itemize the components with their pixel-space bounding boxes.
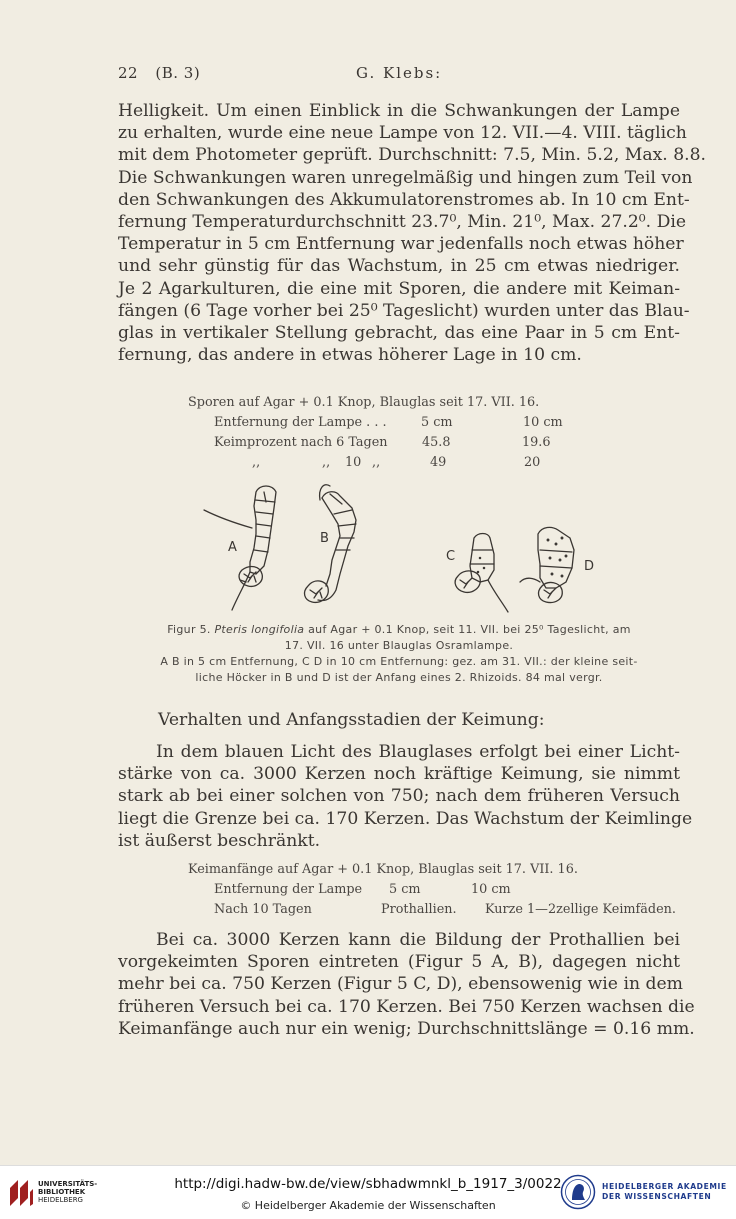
text-line: Je 2 Agarkulturen, die eine mit Sporen, die andere mit Keiman-	[118, 278, 680, 299]
table-cell: 10	[345, 455, 362, 470]
ditto-mark: ,,	[252, 455, 261, 470]
text-line: und sehr günstig für das Wachstum, in 25 cm etwas niedriger.	[118, 256, 680, 277]
table-title: Keimanfänge auf Agar + 0.1 Knop, Blauglas seit 17. VII. 16.	[188, 862, 578, 877]
table-row-label: Nach 10 Tagen	[214, 902, 312, 917]
text-line: glas in vertikaler Stellung gebracht, das eine Paar in 5 cm Ent-	[118, 323, 680, 344]
text-line: vorgekeimten Sporen eintreten (Figur 5 A, B), dagegen nicht	[118, 952, 680, 973]
label-c: C	[446, 549, 456, 564]
library-name-line: HEIDELBERG	[38, 1196, 83, 1204]
label-a: A	[228, 540, 237, 555]
copyright-notice: © Heidelberger Akademie der Wissenschaften	[240, 1199, 496, 1212]
table-cell: 20	[524, 455, 541, 470]
text-line: In dem blauen Licht des Blauglases erfolgt bei einer Licht-	[156, 742, 680, 762]
text-line: früheren Versuch bei ca. 170 Kerzen. Bei 750 Kerzen wachsen die	[118, 996, 695, 1017]
table-cell: Prothallien.	[381, 902, 457, 917]
academy-name-line: HEIDELBERGER AKADEMIE	[602, 1182, 727, 1191]
table-row-label: Entfernung der Lampe	[214, 882, 363, 897]
caption-species: Pteris longifolia	[214, 623, 305, 636]
permalink-url[interactable]: http://digi.hadw-bw.de/view/sbhadwmnkl_b_1917_3/0022	[174, 1176, 562, 1192]
table-cell: 10 cm	[471, 882, 511, 897]
table-cell: 45.8	[422, 435, 451, 450]
caption-line: 17. VII. 16 unter Blauglas Osramlampe.	[284, 639, 514, 652]
library-name-line: UNIVERSITÄTS-	[38, 1180, 98, 1188]
academy-name-line: DER WISSENSCHAFTEN	[602, 1192, 712, 1201]
table-title: Sporen auf Agar + 0.1 Knop, Blauglas seit 17. VII. 16.	[188, 395, 540, 410]
text-line: mehr bei ca. 750 Kerzen (Figur 5 C, D), ebensowenig wie in dem	[118, 974, 683, 995]
table-cell: 10 cm	[523, 415, 563, 430]
text-line: zu erhalten, wurde eine neue Lampe von 12. VII.—4. VIII. täglich	[118, 123, 687, 144]
academy-seal-icon	[560, 1174, 596, 1210]
text-line: stark ab bei einer solchen von 750; nach dem früheren Versuch	[118, 786, 680, 807]
text-line: Die Schwankungen waren unregelmäßig und hingen zum Teil von	[118, 167, 693, 188]
label-d: D	[584, 559, 595, 574]
academy-name	[602, 1182, 727, 1202]
label-b: B	[320, 531, 329, 546]
table-cell: 19.6	[522, 435, 551, 450]
text-line: liegt die Grenze bei ca. 170 Kerzen. Das Wachstum der Keimlinge	[118, 808, 693, 829]
ditto-mark: ,,	[322, 455, 331, 470]
text-line: Temperatur in 5 cm Entfernung war jedenfalls noch etwas höher	[118, 234, 684, 255]
text-line: fernung Temperaturdurchschnitt 23.7⁰, Min. 21⁰, Max. 27.2⁰. Die	[118, 212, 687, 233]
ditto-mark: ,,	[372, 455, 381, 470]
text-line: den Schwankungen des Akkumulatorenstromes ab. In 10 cm Ent-	[118, 189, 690, 210]
caption-line: A B in 5 cm Entfernung, C D in 10 cm Entfernung: gez. am 31. VII.: der kleine seit-	[160, 655, 638, 668]
table-cell: 49	[430, 455, 447, 470]
viewer-footer	[0, 1165, 736, 1219]
text-line: stärke von ca. 3000 Kerzen noch kräftige Keimung, sie nimmt	[118, 764, 680, 785]
section-label: (B. 3)	[155, 64, 201, 82]
text-line: mit dem Photometer geprüft. Durchschnitt: 7.5, Min. 5.2, Max. 8.8.	[118, 145, 707, 166]
caption-figure-number: Figur 5.	[167, 623, 211, 636]
text-line: Keimanfänge auch nur ein wenig; Durchschnittslänge = 0.16 mm.	[118, 1018, 695, 1039]
text-line: Helligkeit. Um einen Einblick in die Schwankungen der Lampe	[118, 101, 680, 121]
section-heading: Verhalten und Anfangsstadien der Keimung:	[158, 710, 545, 730]
table-cell: 5 cm	[389, 882, 421, 897]
academy-logo[interactable]	[560, 1174, 728, 1212]
caption-line: liche Höcker in B und D ist der Anfang eines 2. Rhizoids. 84 mal vergr.	[195, 671, 603, 684]
text-line: ist äußerst beschränkt.	[118, 830, 321, 851]
caption-text: auf Agar + 0.1 Knop, seit 11. VII. bei 25⁰ Tageslicht, am	[308, 623, 631, 636]
page-number-text: 22	[118, 64, 139, 82]
table-row-label: Entfernung der Lampe . . .	[214, 415, 387, 430]
table-cell: 5 cm	[421, 415, 453, 430]
text-line: fernung, das andere in etwas höherer Lage in 10 cm.	[118, 345, 582, 366]
text-line: fängen (6 Tage vorher bei 25⁰ Tageslicht) wurden unter das Blau-	[118, 300, 690, 321]
paragraph-3	[118, 929, 695, 1040]
table-cell: Kurze 1—2zellige Keimfäden.	[485, 902, 676, 917]
table-row-label: Keimprozent nach 6 Tagen	[214, 435, 388, 450]
text-line: Bei ca. 3000 Kerzen kann die Bildung der Prothallien bei	[156, 930, 680, 950]
running-author: G. Klebs:	[356, 64, 443, 82]
library-name-line: BIBLIOTHEK	[38, 1188, 86, 1196]
